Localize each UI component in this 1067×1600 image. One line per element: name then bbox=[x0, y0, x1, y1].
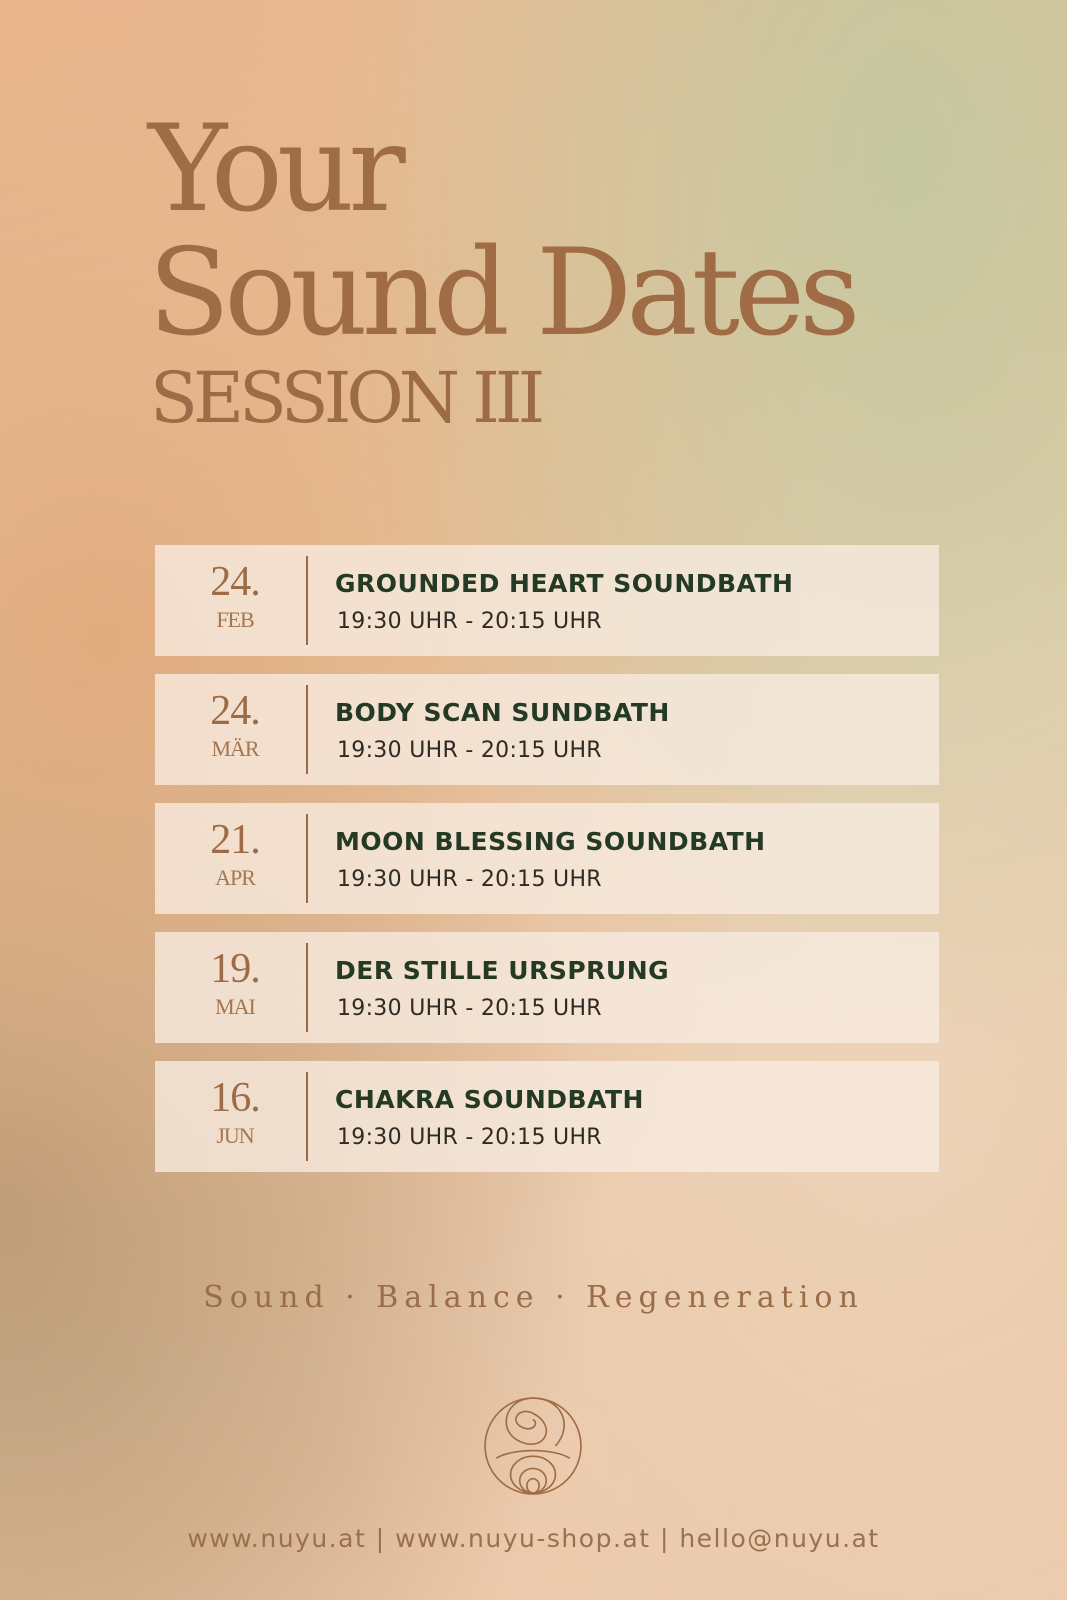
event-row bbox=[155, 545, 939, 656]
event-month: MAI bbox=[215, 994, 255, 1019]
event-title: DER STILLE URSPRUNG bbox=[335, 956, 670, 985]
event-day: 24. bbox=[210, 559, 260, 605]
date-divider bbox=[306, 1072, 308, 1161]
page-title bbox=[148, 100, 855, 363]
event-day: 16. bbox=[210, 1075, 260, 1121]
date-divider bbox=[306, 556, 308, 645]
title-line-1: Your bbox=[148, 100, 400, 239]
event-day: 21. bbox=[210, 817, 260, 863]
title-line-2: Sound Dates bbox=[148, 224, 855, 363]
event-list bbox=[155, 545, 939, 1190]
tagline: Sound · Balance · Regeneration bbox=[203, 1280, 864, 1315]
event-title: MOON BLESSING SOUNDBATH bbox=[335, 827, 766, 856]
event-month: JUN bbox=[216, 1123, 254, 1148]
date-divider bbox=[306, 943, 308, 1032]
session-subtitle: SESSION III bbox=[150, 357, 541, 439]
event-time: 19:30 UHR - 20:15 UHR bbox=[337, 1125, 602, 1150]
event-day: 19. bbox=[210, 946, 260, 992]
event-time: 19:30 UHR - 20:15 UHR bbox=[337, 996, 602, 1021]
event-title: CHAKRA SOUNDBATH bbox=[335, 1085, 644, 1114]
event-row bbox=[155, 803, 939, 914]
event-month: MÄR bbox=[211, 736, 259, 761]
contact-footer: www.nuyu.at | www.nuyu-shop.at | hello@nuyu.at bbox=[187, 1524, 880, 1553]
event-title: GROUNDED HEART SOUNDBATH bbox=[335, 569, 794, 598]
event-row bbox=[155, 1061, 939, 1172]
date-divider bbox=[306, 685, 308, 774]
event-row bbox=[155, 932, 939, 1043]
date-divider bbox=[306, 814, 308, 903]
event-row bbox=[155, 674, 939, 785]
event-time: 19:30 UHR - 20:15 UHR bbox=[337, 738, 602, 763]
nuyu-logo-icon bbox=[482, 1395, 584, 1497]
event-title: BODY SCAN SUNDBATH bbox=[335, 698, 670, 727]
event-month: FEB bbox=[216, 607, 254, 632]
event-time: 19:30 UHR - 20:15 UHR bbox=[337, 867, 602, 892]
event-month: APR bbox=[215, 865, 255, 890]
event-day: 24. bbox=[210, 688, 260, 734]
event-time: 19:30 UHR - 20:15 UHR bbox=[337, 609, 602, 634]
